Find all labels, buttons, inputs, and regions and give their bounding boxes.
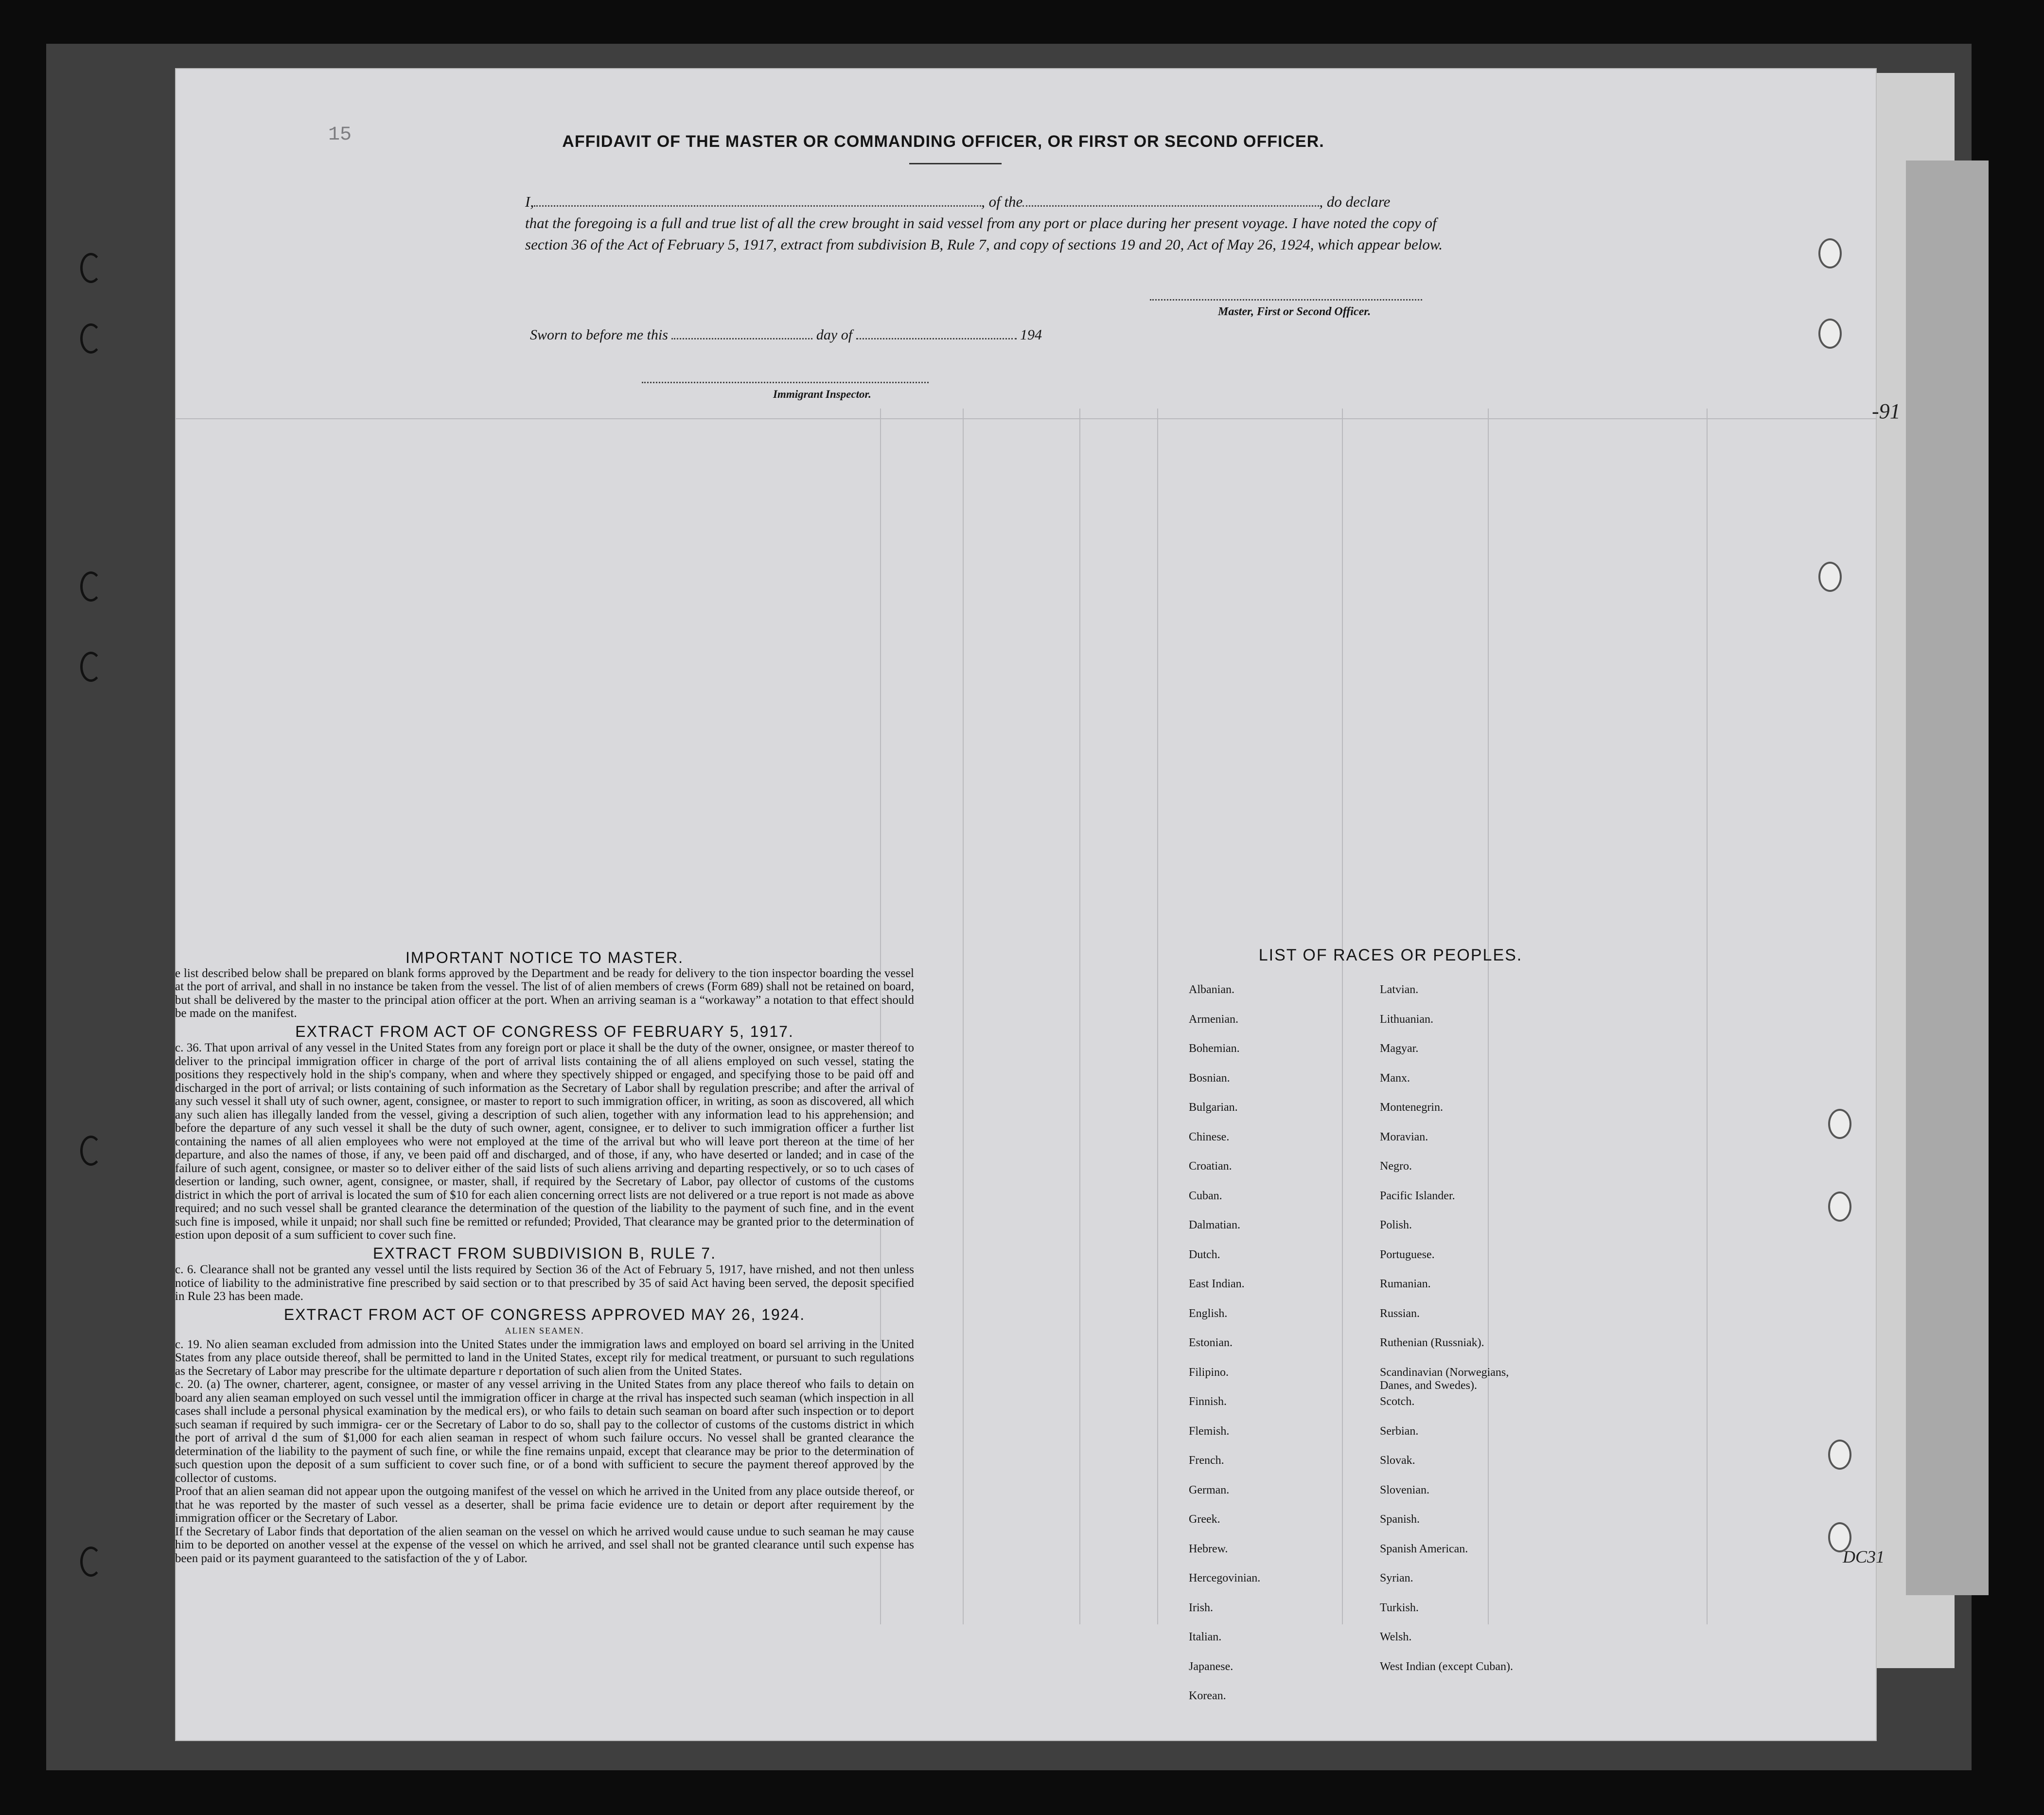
race-item: Rumanian. (1380, 1278, 1431, 1290)
page-number: 15 (328, 124, 352, 146)
race-item: Estonian. (1189, 1336, 1233, 1349)
race-item: Ruthenian (Russniak). (1380, 1336, 1484, 1349)
race-item: Korean. (1189, 1690, 1226, 1702)
margin-handwriting: -91 (1872, 399, 1901, 423)
affidavit-of-the: , of the (981, 193, 1023, 210)
inspector-signature-label: Immigrant Inspector. (773, 388, 871, 400)
binder-hole (80, 323, 102, 354)
race-item: Montenegrin. (1380, 1101, 1443, 1114)
sworn-line (530, 327, 1042, 343)
extract-1917-title: EXTRACT FROM ACT OF CONGRESS OF FEBRUARY 5, 1917. (295, 1022, 794, 1040)
extract-1917-body: c. 36. That upon arrival of any vessel in the United States from any foreign port or place it shall be the duty of the owner, onsignee, or master thereof to deliver to the principal immigration officer in charge of the port of arrival lists containing the of all aliens employed on such vessel, stating the positions they respectively hold in the ship's company, when and where they spectively shipped or engaged, and specifying those to be paid off and discharged in the port of arrival; or lists containing of such information as the Secretary of Labor shall by regulation prescribe; and after the arrival of any such vessel it shall uty of such owner, agent, consignee, or master to report to such immigration officer, in writing, as soon as discovered, all which any such alien has illegally landed from the vessel, giving a description of such alien, together with any information lead to his apprehension; and before the departure of any such vessel it shall be the duty of such owner, agent, consignee, er to deliver to such immigration officer a further list containing the names of all alien employees who were not employed at the time of the arrival but who will leave port thereon at the time of her departure, and also the names of those, if any, ve been paid off and discharged, and of those, if any, who have deserted or landed; and in case of the failure of such agent, consignee, or master so to deliver either of the said lists of such aliens arriving and departing respectively, or so to uch cases of desertion or landing, such owner, agent, consignee, or master, shall, if required by the Secretary of Labor, pay ollector of customs of the customs district in which the port of arrival is located the sum of $10 for each alien concerning orrect lists are not delivered or a true report is not made as above required; and no such vessel shall be granted clearance the determination of the question of the liability to the payment of such fine, and in the event such fine is imposed, while it unpaid; nor shall such fine be remitted or refunded; Provided, That clearance may be granted prior to the determination of estion upon deposit of a sum sufficient to cover such fine. (175, 1041, 914, 1242)
notice-intro: e list described below shall be prepared on blank forms approved by the Department and be ready for delivery to the tion inspector boarding the vessel at the port of arrival, and shall in no instance be taken from the vessel. The list of of alien members of crews (Form 689) shall not be retained on board, but shall be delivered by the master to the principal ation officer at the port. When an arriving seaman is a “workaway” a notation to that effect should be made on the manifest. (175, 966, 914, 1020)
important-notice (175, 948, 914, 1692)
race-item: West Indian (except Cuban). (1380, 1660, 1513, 1673)
race-item: Greek. (1189, 1513, 1220, 1526)
race-item: Finnish. (1189, 1395, 1227, 1408)
race-item: Manx. (1380, 1071, 1410, 1085)
race-item: Bulgarian. (1189, 1101, 1238, 1114)
affidavit-statement: that the foregoing is a full and true list of all the crew brought in said vessel from any port or place during her present voyage. I have noted the copy of section 36 of the Act of February 5, 1917, extract from subdivision B, Rule 7, and copy of sections 19 and 20, Act of May 26, 1924, which appear below. (525, 214, 1443, 253)
extract-rule7-title: EXTRACT FROM SUBDIVISION B, RULE 7. (373, 1244, 716, 1262)
race-item: German. (1189, 1483, 1230, 1496)
race-item: East Indian. (1189, 1278, 1245, 1290)
race-item: Magyar. (1380, 1042, 1419, 1055)
race-item: Dutch. (1189, 1248, 1220, 1261)
affidavit-title: AFFIDAVIT OF THE MASTER OR COMMANDING OFFICER, OR FIRST OR SECOND OFFICER. (562, 132, 1324, 151)
binder-hole (1818, 562, 1842, 592)
race-item: Armenian. (1189, 1013, 1238, 1026)
sworn-text: Sworn to before me this (530, 327, 668, 343)
race-item: Portuguese. (1380, 1248, 1435, 1261)
race-item: Turkish. (1380, 1601, 1419, 1614)
affidavit-body (525, 191, 1449, 255)
inspector-signature-line[interactable] (642, 382, 929, 383)
race-item: Italian. (1189, 1631, 1222, 1643)
race-item: Irish. (1189, 1601, 1213, 1614)
master-signature-label: Master, First or Second Officer. (1218, 305, 1371, 318)
race-item: Bohemian. (1189, 1042, 1240, 1055)
extract-1924-proof: Proof that an alien seaman did not appear upon the outgoing manifest of the vessel on which he arrived in the United from any place outside thereof, or that he was reported by the master of such vessel as a deserter, shall be prima facie evidence ure to detain or deport after requirement by the immigration officer or the Secretary of Labor. (175, 1485, 914, 1525)
races-column-1 (1189, 983, 1374, 1719)
binder-hole (1818, 238, 1842, 268)
master-signature-line[interactable] (1150, 299, 1422, 301)
vessel-blank[interactable] (1022, 205, 1319, 207)
races-title: LIST OF RACES OR PEOPLES. (1258, 946, 1523, 964)
race-item: Lithuanian. (1380, 1013, 1433, 1026)
sworn-month-blank[interactable] (856, 338, 1017, 339)
race-item: Latvian. (1380, 983, 1419, 996)
race-item: Scandinavian (Norwegians, Danes, and Swedes). (1380, 1366, 1509, 1392)
race-item: Pacific Islander. (1380, 1189, 1455, 1202)
notice-title: IMPORTANT NOTICE TO MASTER. (405, 949, 684, 966)
race-item: Scotch. (1380, 1395, 1415, 1408)
race-item: Polish. (1380, 1219, 1412, 1231)
binder-hole (80, 652, 102, 682)
race-item: Syrian. (1380, 1572, 1413, 1584)
extract-1924-sec20: c. 20. (a) The owner, charterer, agent, consignee, or master of any vessel arriving in the United States from any place thereof who fails to detain on board any alien seaman employed on such vessel until the immigration officer in charge at the rrival has inspected such seaman (which inspection in all cases shall include a personal physical examination by the medical ers), or who fails to detain such seaman on board after such inspection or to deport such seaman if required by such immigra- cer or the Secretary of Labor to do so, shall pay to the collector of customs of the customs district in which the port of arrival d the sum of $1,000 for each alien seaman in respect of whom such failure occurs. No vessel shall be granted clearance the determination of the liability to the payment of such fine, or while the fine remains unpaid, except that clearance may be prior to the determination of such question upon the deposit of a sum sufficient to cover such fine, or of a bond with sufficient to secure the payment thereof approved by the collector of customs. (175, 1378, 914, 1485)
binder-hole (80, 1547, 102, 1577)
race-item: Filipino. (1189, 1366, 1229, 1379)
race-item: Russian. (1380, 1307, 1420, 1320)
race-item: Negro. (1380, 1160, 1412, 1173)
race-item: Welsh. (1380, 1631, 1412, 1643)
race-item: Slovenian. (1380, 1483, 1429, 1496)
alien-seamen-heading: ALIEN SEAMEN. (505, 1326, 584, 1335)
extract-1924-deportation: If the Secretary of Labor finds that deportation of the alien seaman on the vessel on which he arrived would cause undue to such seaman he may cause him to be deported on another vessel at the expense of the vessel on which he arrived, and ssel shall not be granted clearance until such expense has been paid or its payment guaranteed to the satisfaction of the y of Labor. (175, 1525, 914, 1565)
race-item: Dalmatian. (1189, 1219, 1240, 1231)
race-item: Slovak. (1380, 1454, 1415, 1467)
race-item: Japanese. (1189, 1660, 1233, 1673)
binder-hole (80, 571, 102, 602)
race-item: Bosnian. (1189, 1071, 1230, 1085)
race-item: French. (1189, 1454, 1224, 1467)
race-item: Spanish. (1380, 1513, 1420, 1526)
extract-1924-title: EXTRACT FROM ACT OF CONGRESS APPROVED MAY 26, 1924. (283, 1305, 806, 1323)
binder-hole (1818, 319, 1842, 349)
race-item: Flemish. (1189, 1424, 1230, 1438)
race-item: Serbian. (1380, 1424, 1419, 1438)
title-rule (909, 163, 1002, 164)
margin-handwriting: DC31 (1843, 1547, 1885, 1566)
sworn-day-blank[interactable] (671, 338, 812, 339)
binder-hole (1828, 1109, 1851, 1139)
sworn-year: 194 (1020, 327, 1042, 343)
affidavit-i: I, (525, 193, 534, 210)
affidavit-declare: , do declare (1319, 193, 1391, 210)
race-item: Moravian. (1380, 1130, 1428, 1143)
race-item: Chinese. (1189, 1130, 1230, 1143)
race-item: Hercegovinian. (1189, 1572, 1261, 1584)
name-blank[interactable] (534, 205, 981, 207)
extract-1924-sec19: c. 19. No alien seaman excluded from admission into the United States under the immigration laws and employed on board sel arriving in the United States from any place outside thereof, shall be permitted to land in the United States, except rily for medical treatment, or pursuant to such regulations as the Secretary of Labor may prescribe for the ultimate departure r deportation of such alien from the United States. (175, 1337, 914, 1378)
race-item: Spanish American. (1380, 1542, 1468, 1555)
race-item: Cuban. (1189, 1189, 1222, 1202)
underlying-manifest-edge (1906, 160, 1989, 1595)
binder-hole (1828, 1192, 1851, 1222)
binder-hole (80, 253, 102, 283)
race-item: Croatian. (1189, 1160, 1232, 1173)
binder-hole (80, 1136, 102, 1166)
binder-hole (1828, 1440, 1851, 1470)
race-item: English. (1189, 1307, 1228, 1320)
race-item: Hebrew. (1189, 1542, 1228, 1555)
races-column-2 (1380, 983, 1613, 1690)
race-item: Albanian. (1189, 983, 1234, 996)
sworn-day-of: day of (816, 327, 853, 343)
extract-rule7-body: c. 6. Clearance shall not be granted any vessel until the lists required by Section 36 of the Act of February 5, 1917, have rnished, and not then unless notice of liability to the administrative fine prescribed by said section or to that prescribed by 35 of said Act having been served, the deposit specified in Rule 23 has been made. (175, 1263, 914, 1303)
